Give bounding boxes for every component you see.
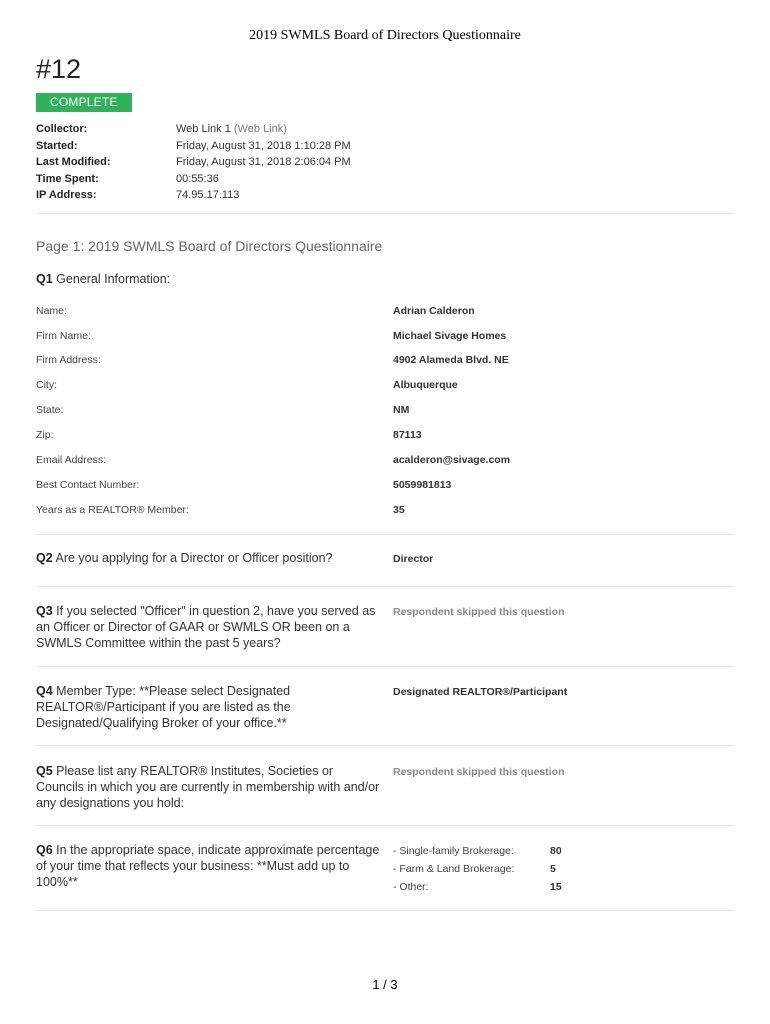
field-label: Name: [36,305,67,317]
matrix-value: 80 [550,845,562,857]
matrix-label: - Other: [393,881,429,893]
question-text: General Information: [56,272,171,286]
question-number: Q4 [36,684,53,698]
matrix-value: 15 [550,881,562,893]
question-number: Q1 [36,272,53,286]
field-value: NM [393,404,410,416]
question-5-title [36,763,381,811]
divider [36,666,734,667]
field-label: State: [36,404,64,416]
question-6-row [393,843,562,859]
question-3-title [36,603,381,651]
field-row-state [36,402,734,418]
field-row-years-member [36,502,734,518]
meta-collector-value [176,123,287,135]
status-badge: COMPLETE [36,93,132,112]
question-text: Please list any REALTOR® Institutes, Societies or Councils in which you are currently in membership with and/or any designations you hold: [36,764,380,810]
matrix-label: - Single-family Brokerage: [393,845,514,857]
field-label: Firm Address: [36,354,101,366]
question-text: Member Type: **Please select Designated REALTOR®/Participant if you are listed as the Designated/Qualifying Broker of your office.** [36,684,291,730]
field-row-firm-name [36,328,734,344]
divider [36,745,734,746]
divider [36,825,734,826]
question-number: Q2 [36,551,53,565]
divider [36,534,734,535]
collector-name: Web Link 1 [176,123,231,136]
meta-ip-label: IP Address: [36,189,97,202]
collector-type: (Web Link) [233,123,287,136]
field-label: Zip: [36,429,54,441]
question-text: If you selected "Officer" in question 2, have you served as an Officer or Director of GAAR or SWMLS OR been on a SWMLS Committee within the past 5 years? [36,604,376,650]
field-value: 35 [393,504,405,516]
question-2-answer: Director [393,553,434,565]
question-2-title [36,550,381,566]
meta-started-value: Friday, August 31, 2018 1:10:28 PM [176,139,351,152]
meta-modified-label: Last Modified: [36,156,111,169]
meta-time-row [36,171,351,188]
question-4-answer: Designated REALTOR®/Participant [393,686,568,698]
field-value: acalderon@sivage.com [393,454,511,466]
page-number: 1 / 3 [372,977,398,992]
divider [36,586,734,587]
matrix-label: - Farm & Land Brokerage: [393,863,515,875]
meta-started-label: Started: [36,139,78,152]
question-5-answer: Respondent skipped this question [393,766,565,778]
question-4-title [36,683,381,731]
meta-time-label: Time Spent: [36,172,99,185]
meta-modified-value: Friday, August 31, 2018 2:06:04 PM [176,156,351,169]
document-title: 2019 SWMLS Board of Directors Questionnaire [249,28,521,43]
field-label: Email Address: [36,454,107,466]
matrix-value: 5 [550,863,556,875]
divider [36,213,734,214]
question-6-row [393,879,562,895]
field-label: Best Contact Number: [36,479,140,491]
field-value: 87113 [393,429,422,441]
field-row-city [36,377,734,393]
response-metadata [36,121,351,204]
field-row-firm-address [36,352,734,368]
field-label: Years as a REALTOR® Member: [36,504,189,516]
field-value: Albuquerque [393,379,458,391]
question-number: Q5 [36,764,53,778]
divider [36,910,734,911]
meta-ip-row [36,187,351,204]
question-number: Q3 [36,604,53,618]
field-label: City: [36,379,57,391]
field-label: Firm Name: [36,330,91,342]
field-row-zip [36,427,734,443]
question-number: Q6 [36,843,53,857]
meta-collector-row [36,121,351,138]
meta-ip-value: 74.95.17.113 [176,189,240,202]
question-text: In the appropriate space, indicate approximate percentage of your time that reflects your business: **Must add up to 100%** [36,843,380,889]
field-value: 4902 Alameda Blvd. NE [393,354,509,366]
question-3-answer: Respondent skipped this question [393,606,565,618]
question-6-row [393,861,556,877]
question-1-title [36,271,381,287]
field-row-email [36,452,734,468]
field-value: Adrian Calderon [393,305,475,317]
field-value: Michael Sivage Homes [393,330,507,342]
question-text: Are you applying for a Director or Officer position? [55,551,333,565]
meta-started-row [36,138,351,155]
question-6-title [36,842,381,890]
field-value: 5059981813 [393,479,452,491]
page-heading: Page 1: 2019 SWMLS Board of Directors Questionnaire [36,238,383,254]
field-row-contact-number [36,477,734,493]
meta-time-value: 00:55:36 [176,172,219,185]
meta-modified-row [36,154,351,171]
meta-collector-label: Collector: [36,123,88,136]
response-number: #12 [36,54,82,84]
field-row-name [36,303,734,319]
